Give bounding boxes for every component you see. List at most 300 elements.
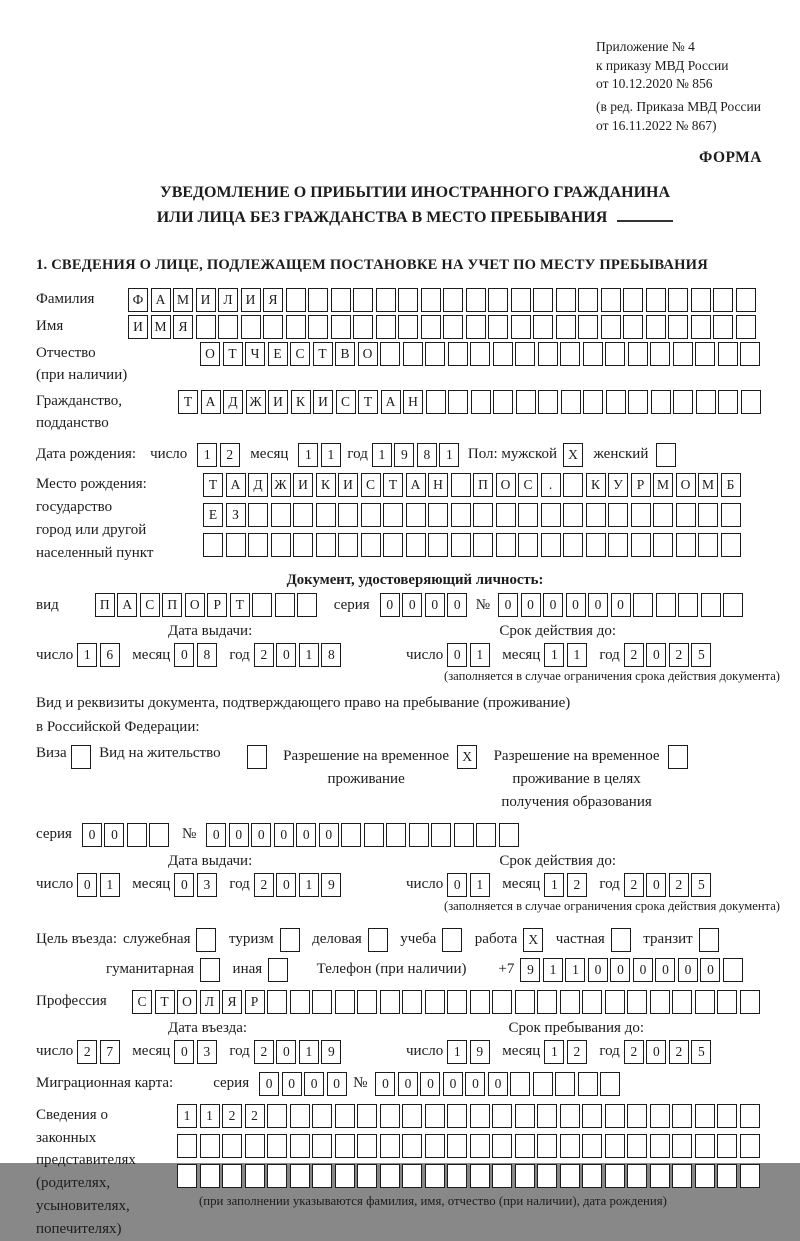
char-cell[interactable]: 0 xyxy=(488,1072,508,1096)
char-cell[interactable]: 3 xyxy=(197,1040,217,1064)
char-cell[interactable] xyxy=(556,315,576,339)
char-cell[interactable]: И xyxy=(268,390,288,414)
char-cell[interactable] xyxy=(717,1134,737,1158)
char-cell[interactable]: 2 xyxy=(567,1040,587,1064)
char-cell[interactable]: 1 xyxy=(321,443,341,467)
char-cell[interactable] xyxy=(252,593,272,617)
char-cell[interactable]: А xyxy=(406,473,426,497)
char-cell[interactable] xyxy=(653,503,673,527)
char-cell[interactable]: 0 xyxy=(447,643,467,667)
char-cell[interactable] xyxy=(398,288,418,312)
char-cell[interactable] xyxy=(605,1134,625,1158)
char-cell[interactable] xyxy=(451,473,471,497)
char-cell[interactable]: 2 xyxy=(254,1040,274,1064)
char-cell[interactable] xyxy=(149,823,169,847)
char-cell[interactable]: Д xyxy=(248,473,268,497)
char-cell[interactable] xyxy=(442,928,462,952)
char-cell[interactable]: 0 xyxy=(646,643,666,667)
char-cell[interactable]: Т xyxy=(313,342,333,366)
char-cell[interactable] xyxy=(331,315,351,339)
char-cell[interactable] xyxy=(448,390,468,414)
char-cell[interactable] xyxy=(376,315,396,339)
char-cell[interactable]: 2 xyxy=(669,643,689,667)
char-cell[interactable]: 1 xyxy=(470,873,490,897)
char-cell[interactable] xyxy=(447,1134,467,1158)
char-cell[interactable] xyxy=(741,390,761,414)
char-cell[interactable]: 0 xyxy=(77,873,97,897)
char-cell[interactable] xyxy=(402,990,422,1014)
char-cell[interactable]: 0 xyxy=(443,1072,463,1096)
purpose-transit-checkbox[interactable] xyxy=(699,928,722,952)
char-cell[interactable]: 1 xyxy=(298,443,318,467)
char-cell[interactable] xyxy=(537,1134,557,1158)
char-cell[interactable]: З xyxy=(226,503,246,527)
char-cell[interactable]: 1 xyxy=(447,1040,467,1064)
char-cell[interactable]: 1 xyxy=(77,643,97,667)
purpose-business-checkbox[interactable] xyxy=(368,928,391,952)
char-cell[interactable] xyxy=(312,1164,332,1188)
char-cell[interactable] xyxy=(447,1164,467,1188)
char-cell[interactable] xyxy=(200,1134,220,1158)
char-cell[interactable]: 0 xyxy=(611,593,631,617)
char-cell[interactable] xyxy=(127,823,147,847)
char-cell[interactable] xyxy=(668,745,688,769)
char-cell[interactable]: 0 xyxy=(447,873,467,897)
char-cell[interactable]: 2 xyxy=(77,1040,97,1064)
char-cell[interactable] xyxy=(443,288,463,312)
char-cell[interactable] xyxy=(200,958,220,982)
char-cell[interactable]: 2 xyxy=(254,643,274,667)
char-cell[interactable]: И xyxy=(128,315,148,339)
char-cell[interactable]: 1 xyxy=(544,1040,564,1064)
char-cell[interactable] xyxy=(226,533,246,557)
char-cell[interactable]: 0 xyxy=(543,593,563,617)
char-cell[interactable]: 0 xyxy=(380,593,400,617)
char-cell[interactable] xyxy=(364,823,384,847)
char-cell[interactable] xyxy=(335,1134,355,1158)
char-cell[interactable] xyxy=(196,928,216,952)
char-cell[interactable] xyxy=(280,928,300,952)
char-cell[interactable]: 1 xyxy=(565,958,585,982)
char-cell[interactable] xyxy=(696,390,716,414)
char-cell[interactable]: 9 xyxy=(470,1040,490,1064)
char-cell[interactable]: Т xyxy=(383,473,403,497)
char-cell[interactable] xyxy=(398,315,418,339)
char-cell[interactable]: 7 xyxy=(100,1040,120,1064)
char-cell[interactable]: 8 xyxy=(197,643,217,667)
char-cell[interactable] xyxy=(451,503,471,527)
char-cell[interactable]: Т xyxy=(203,473,223,497)
char-cell[interactable] xyxy=(470,1164,490,1188)
char-cell[interactable] xyxy=(425,990,445,1014)
char-cell[interactable] xyxy=(245,1164,265,1188)
char-cell[interactable]: 1 xyxy=(299,1040,319,1064)
char-cell[interactable] xyxy=(627,1134,647,1158)
sex-male-checkbox[interactable] xyxy=(563,443,586,467)
char-cell[interactable] xyxy=(672,1134,692,1158)
char-cell[interactable]: Е xyxy=(203,503,223,527)
char-cell[interactable] xyxy=(488,315,508,339)
char-cell[interactable] xyxy=(698,533,718,557)
char-cell[interactable] xyxy=(511,315,531,339)
char-cell[interactable] xyxy=(555,1072,575,1096)
char-cell[interactable] xyxy=(740,1104,760,1128)
char-cell[interactable]: 0 xyxy=(174,873,194,897)
char-cell[interactable] xyxy=(515,1134,535,1158)
char-cell[interactable]: Т xyxy=(230,593,250,617)
char-cell[interactable] xyxy=(511,288,531,312)
char-cell[interactable]: 0 xyxy=(610,958,630,982)
char-cell[interactable] xyxy=(383,503,403,527)
char-cell[interactable]: Н xyxy=(428,473,448,497)
char-cell[interactable] xyxy=(335,1104,355,1128)
char-cell[interactable]: 0 xyxy=(498,593,518,617)
char-cell[interactable]: 1 xyxy=(197,443,217,467)
char-cell[interactable] xyxy=(492,1134,512,1158)
char-cell[interactable]: 0 xyxy=(646,873,666,897)
char-cell[interactable] xyxy=(627,1164,647,1188)
char-cell[interactable] xyxy=(672,1164,692,1188)
char-cell[interactable] xyxy=(518,533,538,557)
char-cell[interactable] xyxy=(492,1104,512,1128)
char-cell[interactable]: Я xyxy=(222,990,242,1014)
char-cell[interactable] xyxy=(538,342,558,366)
char-cell[interactable]: С xyxy=(518,473,538,497)
char-cell[interactable] xyxy=(454,823,474,847)
char-cell[interactable] xyxy=(623,288,643,312)
char-cell[interactable]: 0 xyxy=(398,1072,418,1096)
char-cell[interactable]: О xyxy=(200,342,220,366)
char-cell[interactable] xyxy=(560,1104,580,1128)
char-cell[interactable] xyxy=(312,1104,332,1128)
char-cell[interactable]: Е xyxy=(268,342,288,366)
char-cell[interactable] xyxy=(290,1104,310,1128)
char-cell[interactable] xyxy=(476,823,496,847)
char-cell[interactable] xyxy=(222,1164,242,1188)
char-cell[interactable]: 0 xyxy=(274,823,294,847)
char-cell[interactable] xyxy=(601,288,621,312)
char-cell[interactable] xyxy=(426,390,446,414)
char-cell[interactable]: 0 xyxy=(420,1072,440,1096)
char-cell[interactable] xyxy=(386,823,406,847)
char-cell[interactable] xyxy=(421,315,441,339)
char-cell[interactable]: 0 xyxy=(251,823,271,847)
char-cell[interactable] xyxy=(672,1104,692,1128)
char-cell[interactable] xyxy=(650,1104,670,1128)
char-cell[interactable] xyxy=(582,990,602,1014)
char-cell[interactable] xyxy=(177,1134,197,1158)
char-cell[interactable] xyxy=(533,288,553,312)
char-cell[interactable] xyxy=(627,990,647,1014)
char-cell[interactable]: 2 xyxy=(624,873,644,897)
char-cell[interactable] xyxy=(673,342,693,366)
char-cell[interactable] xyxy=(380,342,400,366)
char-cell[interactable]: Ф xyxy=(128,288,148,312)
char-cell[interactable] xyxy=(695,1104,715,1128)
char-cell[interactable] xyxy=(668,288,688,312)
char-cell[interactable]: 0 xyxy=(425,593,445,617)
char-cell[interactable] xyxy=(499,823,519,847)
char-cell[interactable] xyxy=(563,473,583,497)
char-cell[interactable] xyxy=(466,315,486,339)
residence-permit-checkbox[interactable] xyxy=(247,745,270,769)
char-cell[interactable] xyxy=(646,315,666,339)
char-cell[interactable] xyxy=(297,593,317,617)
char-cell[interactable]: А xyxy=(151,288,171,312)
char-cell[interactable]: 9 xyxy=(520,958,540,982)
char-cell[interactable]: 0 xyxy=(375,1072,395,1096)
char-cell[interactable] xyxy=(582,1104,602,1128)
char-cell[interactable] xyxy=(271,503,291,527)
char-cell[interactable] xyxy=(515,1104,535,1128)
char-cell[interactable]: 2 xyxy=(624,1040,644,1064)
char-cell[interactable] xyxy=(361,503,381,527)
char-cell[interactable]: 5 xyxy=(691,643,711,667)
char-cell[interactable]: 8 xyxy=(321,643,341,667)
char-cell[interactable]: С xyxy=(290,342,310,366)
char-cell[interactable] xyxy=(293,533,313,557)
char-cell[interactable]: А xyxy=(226,473,246,497)
char-cell[interactable] xyxy=(473,533,493,557)
char-cell[interactable] xyxy=(656,593,676,617)
char-cell[interactable] xyxy=(723,958,743,982)
char-cell[interactable] xyxy=(196,315,216,339)
char-cell[interactable] xyxy=(718,390,738,414)
char-cell[interactable] xyxy=(406,503,426,527)
char-cell[interactable] xyxy=(496,533,516,557)
char-cell[interactable] xyxy=(668,315,688,339)
char-cell[interactable]: 5 xyxy=(691,873,711,897)
char-cell[interactable] xyxy=(286,315,306,339)
char-cell[interactable]: О xyxy=(358,342,378,366)
char-cell[interactable] xyxy=(380,1164,400,1188)
char-cell[interactable] xyxy=(713,288,733,312)
char-cell[interactable]: А xyxy=(381,390,401,414)
char-cell[interactable] xyxy=(717,1104,737,1128)
char-cell[interactable] xyxy=(608,503,628,527)
char-cell[interactable]: 0 xyxy=(229,823,249,847)
char-cell[interactable]: П xyxy=(162,593,182,617)
char-cell[interactable] xyxy=(353,288,373,312)
char-cell[interactable]: 2 xyxy=(245,1104,265,1128)
char-cell[interactable] xyxy=(470,1134,490,1158)
char-cell[interactable] xyxy=(582,1134,602,1158)
char-cell[interactable]: И xyxy=(338,473,358,497)
char-cell[interactable] xyxy=(425,1164,445,1188)
char-cell[interactable]: А xyxy=(117,593,137,617)
char-cell[interactable] xyxy=(582,1164,602,1188)
char-cell[interactable] xyxy=(605,1104,625,1128)
char-cell[interactable] xyxy=(676,503,696,527)
char-cell[interactable]: Л xyxy=(218,288,238,312)
char-cell[interactable]: Ч xyxy=(245,342,265,366)
char-cell[interactable] xyxy=(631,503,651,527)
char-cell[interactable]: 8 xyxy=(417,443,437,467)
char-cell[interactable] xyxy=(605,990,625,1014)
char-cell[interactable] xyxy=(699,928,719,952)
char-cell[interactable]: X xyxy=(563,443,583,467)
char-cell[interactable]: Р xyxy=(245,990,265,1014)
char-cell[interactable] xyxy=(560,1164,580,1188)
char-cell[interactable] xyxy=(691,288,711,312)
char-cell[interactable] xyxy=(560,1134,580,1158)
char-cell[interactable] xyxy=(268,958,288,982)
char-cell[interactable] xyxy=(701,593,721,617)
char-cell[interactable] xyxy=(653,533,673,557)
char-cell[interactable] xyxy=(263,315,283,339)
char-cell[interactable]: Р xyxy=(631,473,651,497)
char-cell[interactable]: П xyxy=(95,593,115,617)
purpose-official-checkbox[interactable] xyxy=(196,928,219,952)
char-cell[interactable] xyxy=(723,593,743,617)
purpose-tourism-checkbox[interactable] xyxy=(280,928,303,952)
char-cell[interactable] xyxy=(695,990,715,1014)
char-cell[interactable] xyxy=(267,1104,287,1128)
char-cell[interactable] xyxy=(488,288,508,312)
char-cell[interactable] xyxy=(561,390,581,414)
char-cell[interactable] xyxy=(628,342,648,366)
char-cell[interactable] xyxy=(241,315,261,339)
char-cell[interactable] xyxy=(496,503,516,527)
char-cell[interactable] xyxy=(425,1104,445,1128)
char-cell[interactable] xyxy=(471,390,491,414)
char-cell[interactable] xyxy=(316,533,336,557)
visa-checkbox[interactable] xyxy=(71,745,94,769)
char-cell[interactable]: Р xyxy=(207,593,227,617)
char-cell[interactable] xyxy=(312,990,332,1014)
char-cell[interactable] xyxy=(583,390,603,414)
char-cell[interactable] xyxy=(431,823,451,847)
char-cell[interactable] xyxy=(718,342,738,366)
char-cell[interactable] xyxy=(740,342,760,366)
char-cell[interactable]: К xyxy=(586,473,606,497)
char-cell[interactable]: О xyxy=(185,593,205,617)
char-cell[interactable]: 2 xyxy=(567,873,587,897)
char-cell[interactable] xyxy=(470,1104,490,1128)
char-cell[interactable] xyxy=(428,503,448,527)
char-cell[interactable] xyxy=(601,315,621,339)
char-cell[interactable] xyxy=(721,533,741,557)
char-cell[interactable]: И xyxy=(293,473,313,497)
char-cell[interactable] xyxy=(537,1164,557,1188)
char-cell[interactable]: Б xyxy=(721,473,741,497)
char-cell[interactable]: Д xyxy=(223,390,243,414)
char-cell[interactable] xyxy=(608,533,628,557)
char-cell[interactable]: К xyxy=(316,473,336,497)
char-cell[interactable] xyxy=(357,990,377,1014)
char-cell[interactable] xyxy=(308,315,328,339)
char-cell[interactable]: О xyxy=(177,990,197,1014)
char-cell[interactable] xyxy=(583,342,603,366)
char-cell[interactable] xyxy=(248,503,268,527)
purpose-study-checkbox[interactable] xyxy=(442,928,465,952)
char-cell[interactable]: 2 xyxy=(254,873,274,897)
char-cell[interactable] xyxy=(402,1104,422,1128)
char-cell[interactable] xyxy=(556,288,576,312)
char-cell[interactable] xyxy=(331,288,351,312)
temp-permit-edu-checkbox[interactable] xyxy=(668,745,691,769)
purpose-private-checkbox[interactable] xyxy=(611,928,634,952)
char-cell[interactable] xyxy=(651,390,671,414)
char-cell[interactable] xyxy=(578,315,598,339)
char-cell[interactable] xyxy=(492,1164,512,1188)
char-cell[interactable] xyxy=(740,990,760,1014)
char-cell[interactable]: 5 xyxy=(691,1040,711,1064)
char-cell[interactable]: 1 xyxy=(200,1104,220,1128)
char-cell[interactable]: 0 xyxy=(588,593,608,617)
char-cell[interactable]: 0 xyxy=(282,1072,302,1096)
char-cell[interactable] xyxy=(740,1164,760,1188)
char-cell[interactable]: 0 xyxy=(174,1040,194,1064)
char-cell[interactable] xyxy=(357,1104,377,1128)
char-cell[interactable]: У xyxy=(608,473,628,497)
char-cell[interactable]: О xyxy=(496,473,516,497)
char-cell[interactable]: Т xyxy=(223,342,243,366)
char-cell[interactable]: 2 xyxy=(222,1104,242,1128)
char-cell[interactable]: 0 xyxy=(276,873,296,897)
char-cell[interactable] xyxy=(628,390,648,414)
char-cell[interactable]: 0 xyxy=(588,958,608,982)
char-cell[interactable] xyxy=(586,503,606,527)
char-cell[interactable] xyxy=(448,342,468,366)
char-cell[interactable] xyxy=(428,533,448,557)
char-cell[interactable]: 1 xyxy=(567,643,587,667)
char-cell[interactable]: 0 xyxy=(174,643,194,667)
char-cell[interactable] xyxy=(537,1104,557,1128)
char-cell[interactable] xyxy=(578,288,598,312)
char-cell[interactable]: 0 xyxy=(633,958,653,982)
char-cell[interactable] xyxy=(335,1164,355,1188)
char-cell[interactable]: 0 xyxy=(327,1072,347,1096)
temp-permit-checkbox[interactable] xyxy=(457,745,480,769)
char-cell[interactable]: Т xyxy=(155,990,175,1014)
char-cell[interactable] xyxy=(335,990,355,1014)
char-cell[interactable] xyxy=(650,1134,670,1158)
char-cell[interactable]: Ж xyxy=(246,390,266,414)
char-cell[interactable] xyxy=(721,503,741,527)
char-cell[interactable]: 0 xyxy=(104,823,124,847)
char-cell[interactable] xyxy=(338,503,358,527)
char-cell[interactable] xyxy=(357,1134,377,1158)
char-cell[interactable] xyxy=(470,342,490,366)
char-cell[interactable]: 1 xyxy=(177,1104,197,1128)
char-cell[interactable]: О xyxy=(676,473,696,497)
char-cell[interactable]: 1 xyxy=(299,643,319,667)
char-cell[interactable]: 0 xyxy=(465,1072,485,1096)
char-cell[interactable] xyxy=(267,1164,287,1188)
char-cell[interactable] xyxy=(290,1134,310,1158)
char-cell[interactable]: М xyxy=(653,473,673,497)
char-cell[interactable]: 0 xyxy=(304,1072,324,1096)
char-cell[interactable]: 0 xyxy=(259,1072,279,1096)
char-cell[interactable] xyxy=(248,533,268,557)
char-cell[interactable] xyxy=(627,1104,647,1128)
char-cell[interactable] xyxy=(695,342,715,366)
char-cell[interactable]: 1 xyxy=(299,873,319,897)
char-cell[interactable] xyxy=(605,342,625,366)
char-cell[interactable] xyxy=(717,1164,737,1188)
char-cell[interactable] xyxy=(611,928,631,952)
char-cell[interactable] xyxy=(271,533,291,557)
char-cell[interactable] xyxy=(222,1134,242,1158)
char-cell[interactable] xyxy=(515,342,535,366)
char-cell[interactable]: С xyxy=(132,990,152,1014)
char-cell[interactable] xyxy=(308,288,328,312)
char-cell[interactable]: Я xyxy=(263,288,283,312)
char-cell[interactable] xyxy=(631,533,651,557)
char-cell[interactable] xyxy=(406,533,426,557)
char-cell[interactable]: 2 xyxy=(669,1040,689,1064)
